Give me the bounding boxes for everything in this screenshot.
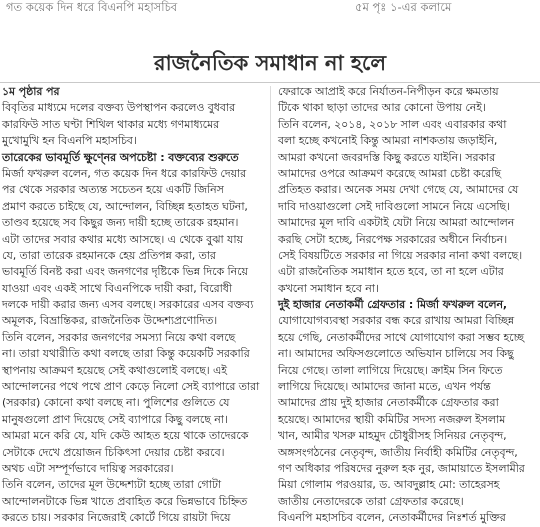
body-line: আন্দোলনের পথে পথে প্রাণ কেড়ে নিলো সেই ব্যাপারে তারা bbox=[2, 380, 260, 394]
body-line: নিয়ে গেছে। তালা লাগিয়ে দিয়েছে। ক্রাইম সিন ফিতে bbox=[278, 363, 503, 377]
continuation-strip bbox=[0, 0, 540, 22]
body-line: (সরকার) কোনো কথা বলছে না। পুলিশের গুলিতে যে bbox=[2, 396, 230, 410]
body-line: বলা হচ্ছে কখনোই কিন্তু আমরা নাশকতায় জড়াইনি, bbox=[278, 134, 498, 148]
body-line: কখনো সমাধান হবে না। bbox=[278, 281, 379, 295]
body-line: আন্দোলনটাকে ভিন্ন খাতে প্রবাহিত করে ভিন্নভাবে চিহ্নিত bbox=[2, 494, 248, 508]
body-line: আমরা কখনো জবরদস্তি কিছু করতে যাইনি। সরকার bbox=[278, 150, 496, 164]
body-line: অথচ এটা সম্পূর্ণভাবে দায়িত্ব সরকারের। bbox=[2, 461, 174, 475]
body-line: সেই বিষয়টিতে সরকার না গিয়ে সরকার নানা কথা বলছে। bbox=[278, 248, 523, 262]
body-line: স্থাপনায় আক্রমণ হয়েছে সেই কথাগুলোই বলছে। এই bbox=[2, 363, 227, 377]
body-line: বিএনপি মহাসচিব বলেন, নেতাকর্মীদের নিঃশর্ত মুক্তির bbox=[278, 511, 506, 525]
body-line: তিনি বলেন, সরকার জনগণের সমস্যা নিয়ে কথা বলছে bbox=[2, 330, 236, 344]
body-line: জাতীয় নেতাদেরকে তারা গ্রেফতার করেছে। bbox=[278, 494, 464, 508]
page-reference: ৫ম পৃঃ ১-এর কলামে bbox=[355, 0, 452, 14]
body-line: করতে চায়। সরকার নিজেরাই কোর্টে গিয়ে রায়টা দিয়ে bbox=[2, 511, 231, 525]
body-line: আমরা মনে করি যে, যদি কেউ আহত হয়ে থাকে তাদেরকে bbox=[2, 429, 249, 443]
body-line: খান, আমীর খসরু মাহমুদ চৌধুরীসহ সিনিয়র নেতৃবৃন্দ, bbox=[278, 429, 507, 443]
body-line: মুখোমুখি হন বিএনপি মহাসচিব। bbox=[2, 134, 137, 148]
body-line: অঙ্গসংগঠনের নেতৃবৃন্দ, জাতীয় নির্বাহী কমিটির নেতৃবৃন্দ, bbox=[278, 445, 518, 459]
body-line: টিকে থাকা ছাড়া তাদের আর কোনো উপায় নেই। bbox=[278, 101, 486, 115]
column-divider bbox=[270, 86, 271, 440]
body-line: মির্জা ফখরুল বলেন, গত কয়েক দিন ধরে কারফিউ দেয়ার bbox=[2, 166, 247, 180]
continuation-marker: ১ম পৃষ্ঠার পর bbox=[2, 85, 60, 98]
body-line: প্রমাণ করতে চাইছে যে, আন্দোলন, বিচ্ছিন্ন হতাহত ঘটনা, bbox=[2, 199, 248, 213]
body-line: এটা তাদের সবার কথার মধ্যে আসছে। এ থেকে বুঝা যায় bbox=[2, 232, 243, 246]
body-line: ভাবমূর্তি বিনষ্ট করা এবং জনগণের দৃষ্টিকে ভিন্ন দিকে নিয়ে bbox=[2, 265, 248, 279]
body-line: লাগিয়ে দিয়েছে। আমাদের জানা মতে, এখন পর্যন্ত bbox=[278, 380, 491, 394]
body-line: করছি সেটা হচ্ছে, নিরপেক্ষ সরকারের অধীনে নির্বাচন। bbox=[278, 232, 508, 246]
body-line: তিনি বলেন, ২০১৪, ২০১৮ সাল এবং এবারকার কথা bbox=[278, 117, 507, 131]
body-line: অমূলক, বিভ্রান্তিকর, রাজনৈতিক উদ্দেশ্যপ্রণোদিত। bbox=[2, 314, 218, 328]
body-line: কারফিউ সাত ঘণ্টা শিথিল থাকার মধ্যে গণমাধ্যমের bbox=[2, 117, 220, 131]
body-line: যে, তারা তারেক রহমানকে হেয় প্রতিপন্ন করা, তার bbox=[2, 248, 216, 262]
body-line: পর থেকে সরকার অত্যন্ত সচেতন হয়ে একটি জিনিস bbox=[2, 183, 224, 197]
body-line: দলকে দায়ী করার জন্য এসব বলছে। সরকারের এসব বক্তব্য bbox=[2, 298, 254, 312]
body-line: যোগাযোগব্যবস্থা সরকার বন্ধ করে রাখায় আমরা বিচ্ছিন্ন bbox=[278, 314, 515, 328]
headline-divider bbox=[0, 82, 540, 83]
previous-article-snippet: গত কয়েক দিন ধরে বিএনপি মহাসচিব bbox=[6, 0, 178, 14]
subheading-line: তারেকের ভাবমূর্তি ক্ষুণ্নের অপচেষ্টা : বক্তব্যের শুরুতে bbox=[2, 150, 239, 164]
article-headline: রাজনৈতিক সমাধান না হলে bbox=[154, 50, 386, 76]
body-line: না। তারা যথারীতি কথা বলছে তারা কিন্তু কয়েকটি সরকারি bbox=[2, 347, 250, 361]
body-line: যাওয়া এবং একই সাথে বিএনপিকে দায়ী করা, বিরোধী bbox=[2, 281, 232, 295]
body-line: গণ অধিকার পরিষদের নুরুল হক নুর, জামায়াতে ইসলামীর bbox=[278, 461, 525, 475]
body-line: দাবি দাওয়াগুলো সেই দাবিগুলো সামনে নিয়ে এসেছি। bbox=[278, 199, 510, 213]
body-line: আমাদের মূল দাবি একটাই যেটা নিয়ে আমরা আন্দোলন bbox=[278, 216, 515, 230]
body-line: আমাদের প্রায় দুই হাজার নেতাকর্মীকে গ্রেফতার করা bbox=[278, 396, 499, 410]
body-line: হয়েছে। আমাদের স্থায়ী কমিটির সদস্য নজরুল ইসলাম bbox=[278, 412, 506, 426]
body-line: এটা রাজনৈতিক সমাধান হতে হবে, তা না হলে এটার bbox=[278, 265, 504, 279]
body-line: প্রতিহত করার। অনেক সময় দেখা গেছে যে, আমাদের যে bbox=[278, 183, 519, 197]
body-line: বিবৃতির মাধ্যমে দলের বক্তব্য উপস্থাপন করলেও বুধবার bbox=[2, 101, 236, 115]
body-line: ফেরাকে আপ্রাই করে নির্যাতন-নিপীড়ন করে ক্ষমতায় bbox=[278, 85, 499, 98]
body-line: আমাদের ওপরে আক্রমণ করেছে আমরা চেষ্টা করেছি bbox=[278, 166, 501, 180]
body-line: না। আমাদের অফিসগুলোতে অভিযান চালিয়ে সব কিছু bbox=[278, 347, 514, 361]
body-line: হয়ে গেছি, নেতাকর্মীদের সাথে যোগাযোগ করা সম্ভব হচ্ছে bbox=[278, 330, 524, 344]
body-line: তাণ্ডব হয়েছে সব কিছুর জন্য দায়ী হচ্ছে তারেক রহমান। bbox=[2, 216, 239, 230]
right-column bbox=[276, 84, 540, 525]
body-line: সেটাকে দেখে প্রয়োজন চিকিৎসা দেয়ার চেষ্টা করবে। bbox=[2, 445, 225, 459]
body-line: তিনি বলেন, তাদের মূল উদ্দেশ্যটা হচ্ছে তারা গোটা bbox=[2, 478, 221, 492]
subheading-line: দুই হাজার নেতাকর্মী গ্রেফতার : মির্জা ফখরুল বলেন, bbox=[278, 298, 507, 312]
body-line: মানুষগুলো প্রাণ দিয়েছে সেই ব্যাপারে কিছু বলছে না। bbox=[2, 412, 228, 426]
body-line: মিয়া গোলাম পরওয়ার, ড. আবদুল্লাহ মো: তাহেরসহ bbox=[278, 478, 500, 492]
left-column bbox=[0, 84, 264, 525]
